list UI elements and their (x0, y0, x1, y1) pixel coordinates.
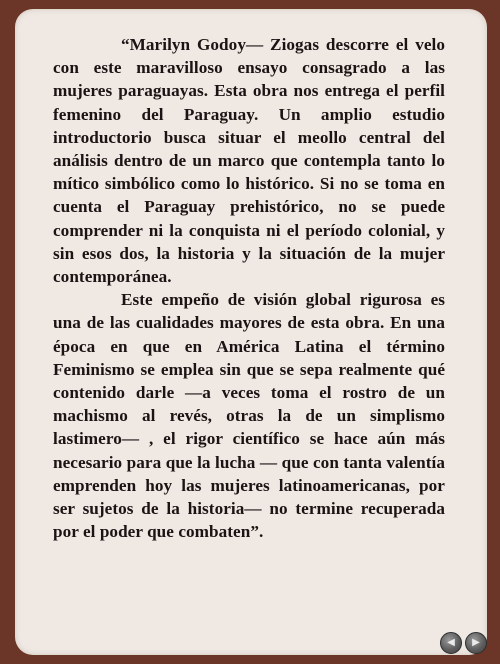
paragraph-2: Este empeño de visión global rigurosa es una de las cualidades mayores de esta obra. En una época en que en América Latina el término Feminismo se emplea sin que se sepa realmente qué contenido darle —a veces toma el rostro de un machismo al revés, otras la de un simplismo lastimero— , el rigor científico se hace aún más necesario para que la lucha — que con tanta valentía emprenden hoy las mujeres latinoamericanas, por ser sujetos de la historia— no termine recuperada por el poder que combaten”. (53, 290, 445, 542)
arrow-left-icon: ◀ (447, 637, 455, 648)
paragraph-1: “Marilyn Godoy— Ziogas descorre el velo con este maravilloso ensayo consagrado a las mujeres paraguayas. Esta obra nos entrega el perfil femenino del Paraguay. Un amplio estudio introductorio busca situar el meollo central del análisis dentro de un marco que contempla tanto lo mítico simbólico como lo histórico. Si no se toma en cuenta el Paraguay prehistórico, no se puede comprender ni la conquista ni el período colonial, y sin esos dos, la historia y la situación de la mujer contemporánea. (53, 35, 445, 287)
document-body (53, 33, 445, 543)
next-page-button[interactable] (465, 632, 487, 654)
prev-page-button[interactable] (440, 632, 462, 654)
arrow-right-icon: ▶ (472, 637, 480, 648)
